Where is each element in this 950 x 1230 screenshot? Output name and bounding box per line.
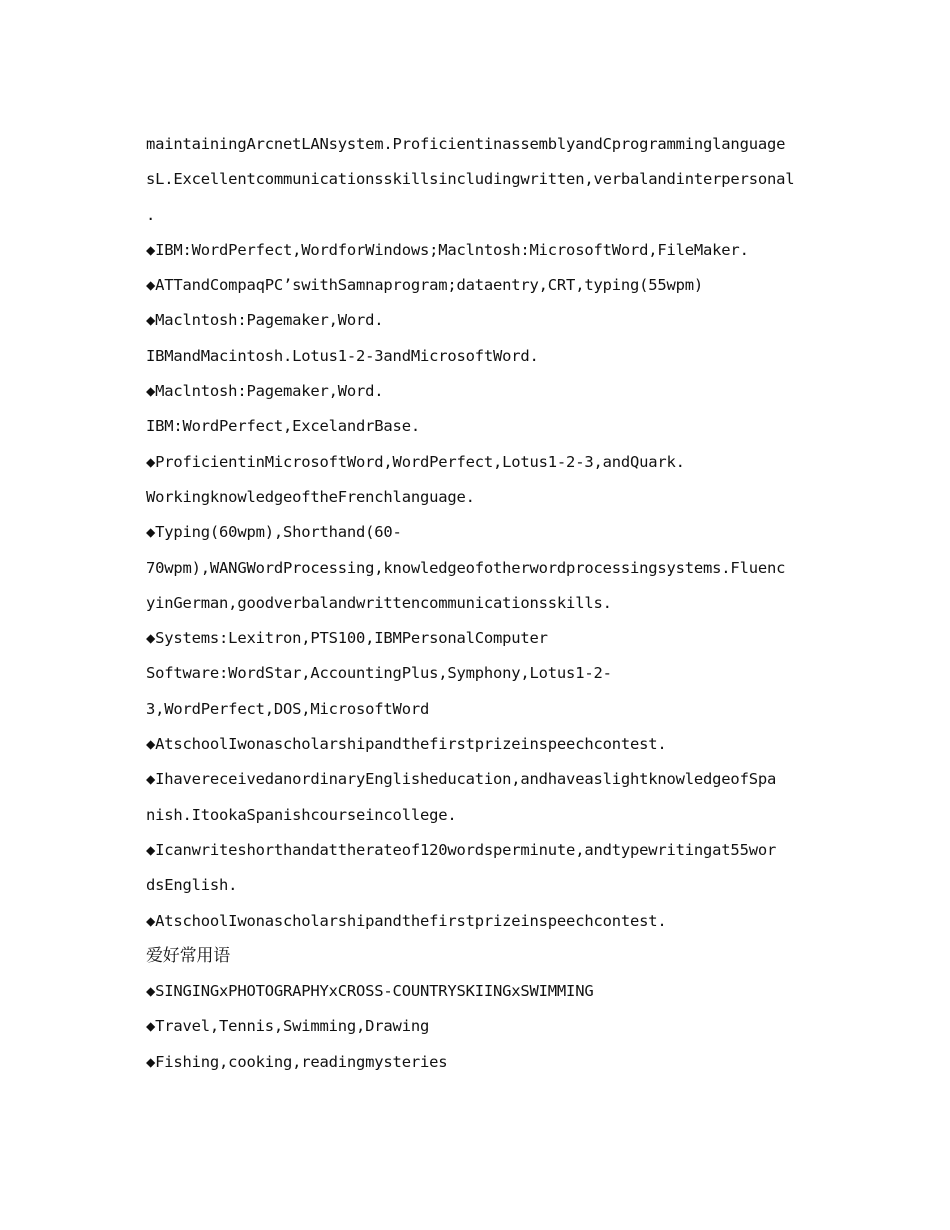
- text-line-11: WorkingknowledgeoftheFrenchlanguage.: [146, 487, 475, 506]
- text-line-14: yinGerman,goodverbalandwrittencommunicationsskills.: [146, 593, 612, 612]
- text-line-19: ◆IhavereceivedanordinaryEnglisheducation,andhaveaslightknowledgeofSpa: [146, 770, 777, 789]
- text-line-22: dsEnglish.: [146, 876, 238, 895]
- text-line-25: ◆SINGINGxPHOTOGRAPHYxCROSS-COUNTRYSKIINGxSWIMMING: [146, 982, 594, 1001]
- text-line-3: .: [146, 205, 156, 224]
- document-body: [146, 127, 806, 1080]
- text-line-8: ◆Maclntosh:Pagemaker,Word.: [146, 382, 384, 401]
- text-line-16: Software:WordStar,AccountingPlus,Symphony,Lotus1-2-: [146, 664, 612, 683]
- text-line-23: ◆AtschoolIwonascholarshipandthefirstprizeinspeechcontest.: [146, 911, 667, 930]
- text-line-20: nish.ItookaSpanishcourseincollege.: [146, 805, 457, 824]
- text-line-26: ◆Travel,Tennis,Swimming,Drawing: [146, 1017, 430, 1036]
- text-line-7: IBMandMacintosh.Lotus1-2-3andMicrosoftWord.: [146, 346, 539, 365]
- text-line-27: ◆Fishing,cooking,readingmysteries: [146, 1052, 448, 1071]
- text-line-18: ◆AtschoolIwonascholarshipandthefirstprizeinspeechcontest.: [146, 735, 667, 754]
- text-line-12: ◆Typing(60wpm),Shorthand(60-: [146, 523, 402, 542]
- text-line-10: ◆ProficientinMicrosoftWord,WordPerfect,Lotus1-2-3,andQuark.: [146, 452, 685, 471]
- text-line-2: sL.Excellentcommunicationsskillsincludingwritten,verbalandinterpersonal: [146, 170, 795, 189]
- text-line-1: maintainingArcnetLANsystem.ProficientinassemblyandCprogramminglanguage: [146, 135, 786, 153]
- text-line-13: 70wpm),WANGWordProcessing,knowledgeofotherwordprocessingsystems.Fluenc: [146, 558, 786, 577]
- section-heading-hobbies: 爱好常用语: [146, 945, 230, 966]
- text-line-15: ◆Systems:Lexitron,PTS100,IBMPersonalComputer: [146, 629, 548, 648]
- text-line-6: ◆Maclntosh:Pagemaker,Word.: [146, 311, 384, 330]
- text-line-5: ◆ATTandCompaqPC’swithSamnaprogram;dataentry,CRT,typing(55wpm): [146, 276, 704, 295]
- text-line-9: IBM:WordPerfect,ExcelandrBase.: [146, 417, 420, 436]
- text-line-21: ◆Icanwriteshorthandattherateof120wordsperminute,andtypewritingat55wor: [146, 840, 777, 859]
- text-line-4: ◆IBM:WordPerfect,WordforWindows;Maclntosh:MicrosoftWord,FileMaker.: [146, 240, 749, 259]
- text-line-17: 3,WordPerfect,DOS,MicrosoftWord: [146, 699, 430, 718]
